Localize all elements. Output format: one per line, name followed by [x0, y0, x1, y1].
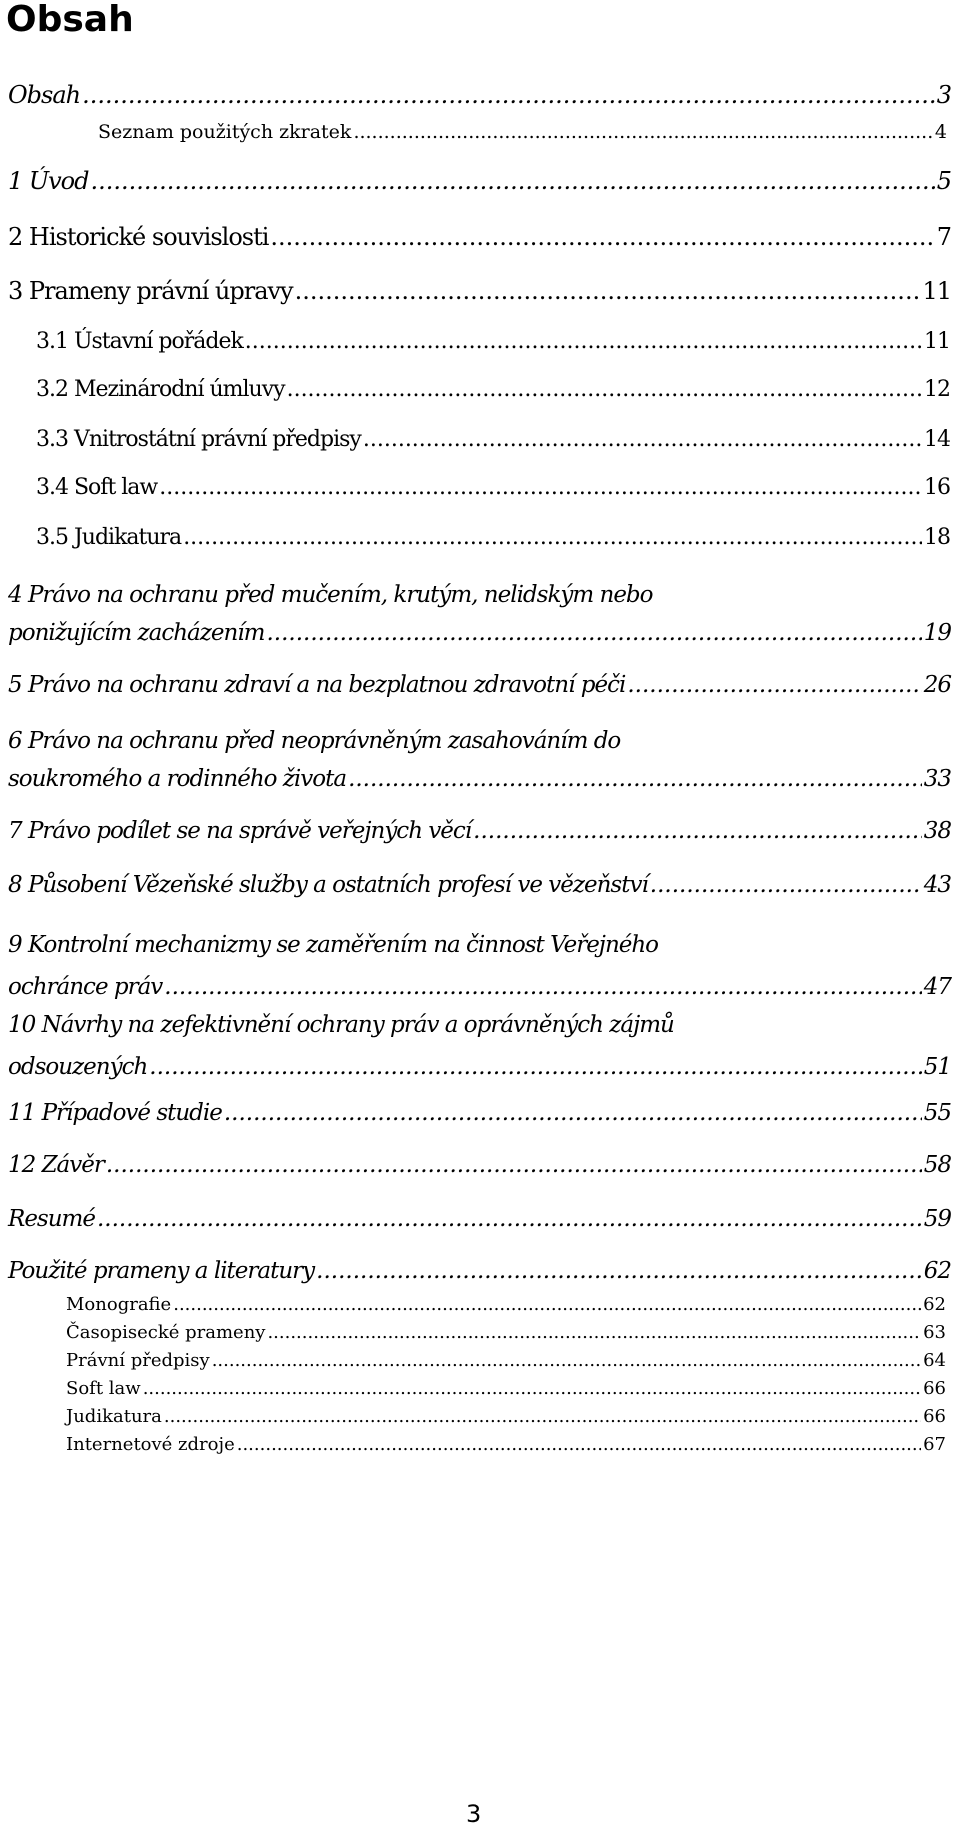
toc-leader-dots	[183, 524, 922, 552]
toc-entry-navrhy[interactable]	[8, 1004, 951, 1088]
toc-leader-dots	[164, 966, 921, 1008]
toc-entry-page: 11	[922, 277, 951, 305]
toc-entry-page: 55	[923, 1100, 951, 1126]
toc-entry-page: 19	[923, 620, 951, 646]
toc-leader-dots	[267, 1322, 921, 1344]
toc-entry-page: 63	[923, 1322, 946, 1343]
toc-entry-soukromy-zivot[interactable]	[8, 722, 951, 798]
toc-entry-ustavni-poradek[interactable]	[36, 328, 950, 356]
toc-leader-dots	[627, 670, 921, 700]
toc-entry-label-line2: ochránce práv	[8, 974, 163, 1000]
toc-entry-label: 2 Historické souvislosti	[8, 223, 269, 251]
toc-entry-pripadove-studie[interactable]	[8, 1098, 951, 1128]
toc-leader-dots	[316, 1256, 922, 1286]
toc-entry-casopisecke-prameny[interactable]	[66, 1322, 946, 1344]
toc-entry-mezinarodni-umluvy[interactable]	[36, 376, 950, 404]
toc-entry-label: Soft law	[66, 1378, 141, 1399]
toc-leader-dots	[164, 1406, 921, 1428]
toc-entry-label: Obsah	[8, 81, 81, 109]
toc-leader-dots	[266, 614, 921, 652]
toc-entry-label: 1 Úvod	[8, 167, 89, 195]
toc-entry-label: Právní předpisy	[66, 1350, 210, 1371]
toc-entry-judikatura[interactable]	[36, 524, 950, 552]
toc-entry-label-line1: 4 Právo na ochranu před mučením, krutým, nelidským nebo	[8, 582, 653, 608]
toc-entry-label: Resumé	[8, 1206, 95, 1232]
toc-entry-page: 58	[923, 1152, 951, 1178]
toc-entry-page: 59	[923, 1206, 951, 1232]
toc-entry-kontrolni-mechanizmy[interactable]	[8, 924, 951, 1008]
toc-leader-dots	[224, 1098, 922, 1128]
toc-leader-dots	[91, 166, 935, 196]
toc-entry-label: 3.1 Ústavní pořádek	[36, 329, 243, 354]
toc-leader-dots	[287, 376, 922, 404]
toc-leader-dots	[245, 328, 922, 356]
toc-leader-dots	[650, 870, 922, 900]
toc-leader-dots	[97, 1204, 922, 1234]
toc-leader-dots	[143, 1378, 921, 1400]
toc-entry-pravni-predpisy[interactable]	[66, 1350, 946, 1372]
toc-entry-vezenska-sluzba[interactable]	[8, 870, 951, 900]
toc-entry-label: 3.4 Soft law	[36, 475, 158, 500]
toc-entry-soft-law-sources[interactable]	[66, 1378, 946, 1400]
toc-entry-page: 3	[936, 81, 951, 109]
toc-entry-label-line1: 6 Právo na ochranu před neoprávněným zasahováním do	[8, 728, 621, 754]
toc-entry-label-line2: soukromého a rodinného života	[8, 766, 347, 792]
toc-entry-page: 67	[923, 1434, 946, 1455]
toc-entry-label-line1: 9 Kontrolní mechanizmy se zaměřením na činnost Veřejného	[8, 932, 659, 958]
toc-leader-dots	[270, 222, 934, 252]
toc-leader-dots	[173, 1294, 921, 1316]
toc-entry-label: 3.5 Judikatura	[36, 525, 182, 550]
toc-leader-dots	[212, 1350, 921, 1372]
toc-leader-dots	[159, 474, 922, 502]
toc-entry-page: 16	[924, 475, 950, 500]
toc-leader-dots	[363, 426, 922, 454]
toc-entry-page: 43	[923, 872, 951, 898]
toc-entry-label: Použité prameny a literatury	[8, 1258, 315, 1284]
toc-entry-page: 62	[923, 1258, 951, 1284]
toc-entry-label: Monografie	[66, 1294, 172, 1315]
toc-entry-page: 64	[923, 1350, 946, 1371]
toc-entry-historicke-souvislosti[interactable]	[8, 222, 951, 252]
toc-entry-mucenim[interactable]	[8, 576, 951, 652]
toc-leader-dots	[82, 80, 935, 110]
toc-entry-page: 33	[923, 766, 951, 792]
toc-entry-page: 12	[924, 377, 950, 402]
toc-entry-monografie[interactable]	[66, 1294, 946, 1316]
toc-entry-page: 7	[936, 223, 951, 251]
toc-entry-seznam-zkratek[interactable]	[98, 120, 947, 144]
toc-entry-label: 11 Případové studie	[8, 1100, 222, 1126]
toc-leader-dots	[348, 760, 922, 798]
toc-leader-dots	[149, 1046, 921, 1088]
toc-entry-label-line2: odsouzených	[8, 1054, 148, 1080]
toc-entry-prameny-pravni-upravy[interactable]	[8, 276, 951, 306]
toc-entry-page: 18	[924, 525, 950, 550]
toc-entry-label: Časopisecké prameny	[66, 1322, 266, 1343]
toc-entry-label: Internetové zdroje	[66, 1434, 235, 1455]
toc-entry-page: 51	[923, 1054, 951, 1080]
toc-entry-page: 38	[923, 818, 951, 844]
toc-leader-dots	[295, 276, 921, 306]
toc-leader-dots	[237, 1434, 921, 1456]
toc-entry-internetove-zdroje[interactable]	[66, 1434, 946, 1456]
toc-entry-page: 66	[923, 1378, 946, 1399]
toc-entry-page: 47	[923, 974, 951, 1000]
toc-entry-page: 66	[923, 1406, 946, 1427]
toc-leader-dots	[353, 120, 932, 144]
toc-entry-vnitrostatni-predpisy[interactable]	[36, 426, 950, 454]
toc-entry-page: 62	[923, 1294, 946, 1315]
toc-entry-pouzite-prameny[interactable]	[8, 1256, 951, 1286]
toc-entry-label: 12 Závěr	[8, 1152, 104, 1178]
toc-entry-label: 3.3 Vnitrostátní právní předpisy	[36, 427, 361, 452]
toc-entry-label: Seznam použitých zkratek	[98, 121, 352, 143]
toc-leader-dots	[106, 1150, 922, 1180]
toc-entry-page: 14	[924, 427, 950, 452]
toc-entry-soft-law[interactable]	[36, 474, 950, 502]
toc-entry-label: 8 Působení Vězeňské služby a ostatních profesí ve vězeňství	[8, 872, 648, 898]
toc-entry-label: 5 Právo na ochranu zdraví a na bezplatnou zdravotní péči	[8, 672, 626, 698]
page-title: Obsah	[6, 0, 134, 40]
toc-entry-label: 7 Právo podílet se na správě veřejných věcí	[8, 818, 472, 844]
toc-entry-resume[interactable]	[8, 1204, 951, 1234]
toc-entry-sprava-verejnych-veci[interactable]	[8, 816, 951, 846]
toc-entry-obsah[interactable]	[8, 80, 951, 110]
toc-entry-label: 3.2 Mezinárodní úmluvy	[36, 377, 285, 402]
toc-entry-label-line2: ponižujícím zacházením	[8, 620, 265, 646]
toc-entry-uvod[interactable]	[8, 166, 951, 196]
toc-entry-judikatura-sources[interactable]	[66, 1406, 946, 1428]
toc-entry-page: 5	[936, 167, 951, 195]
toc-entry-page: 26	[923, 672, 951, 698]
toc-entry-zaver[interactable]	[8, 1150, 951, 1180]
toc-leader-dots	[473, 816, 922, 846]
toc-entry-page: 11	[924, 329, 950, 354]
footer-page-number: 3	[466, 1800, 482, 1828]
toc-entry-page: 4	[934, 121, 947, 143]
toc-entry-label: Judikatura	[66, 1406, 162, 1427]
toc-entry-ochrana-zdravi[interactable]	[8, 670, 951, 700]
toc-entry-label-line1: 10 Návrhy na zefektivnění ochrany práv a oprávněných zájmů	[8, 1012, 674, 1038]
toc-entry-label: 3 Prameny právní úpravy	[8, 277, 293, 305]
